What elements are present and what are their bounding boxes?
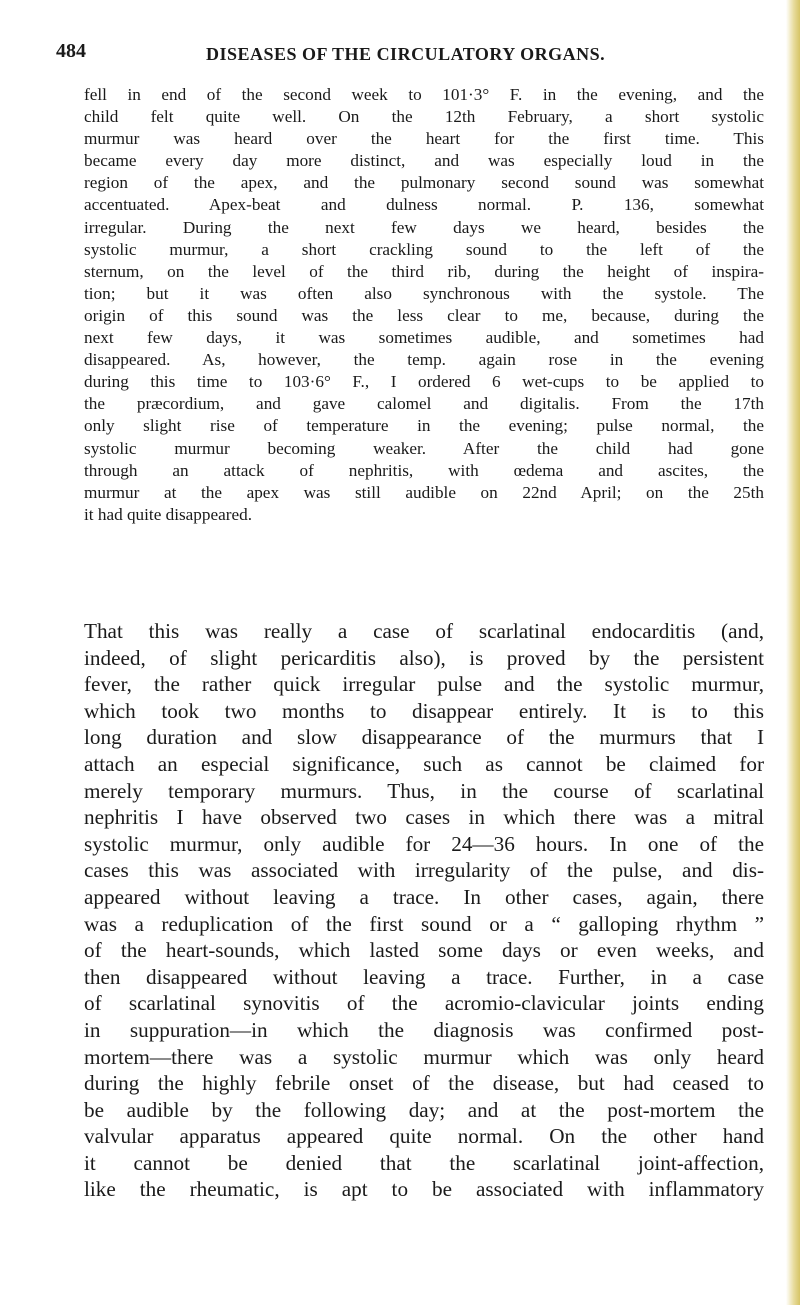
text-line: long duration and slow disappearance of the murmurs that I: [84, 725, 764, 750]
text-line: the præcordium, and gave calomel and digitalis. From the 17th: [84, 394, 764, 414]
text-line: region of the apex, and the pulmonary second sound was somewhat: [84, 173, 764, 193]
text-line: it cannot be denied that the scarlatinal joint-affection,: [84, 1150, 764, 1175]
text-line: systolic murmur, a short crackling sound to the left of the: [84, 239, 764, 259]
text-line: then disappeared without leaving a trace. Further, in a case: [84, 964, 764, 989]
running-title: DISEASES OF THE CIRCULATORY ORGANS.: [206, 44, 606, 64]
page-edge-shadow: [786, 0, 800, 1305]
text-line: appeared without leaving a trace. In other cases, again, there: [84, 884, 764, 909]
text-line: murmur at the apex was still audible on 22nd April; on the 25th: [84, 482, 764, 502]
text-line: cases this was associated with irregularity of the pulse, and dis-: [84, 858, 764, 883]
page-number: 484: [56, 40, 86, 62]
text-line: indeed, of slight pericarditis also), is proved by the persistent: [84, 645, 764, 670]
text-line: accentuated. Apex-beat and dulness normal. P. 136, somewhat: [84, 195, 764, 215]
text-line: irregular. During the next few days we heard, besides the: [84, 217, 764, 237]
text-line: was a reduplication of the first sound or a “ galloping rhythm ”: [84, 911, 764, 936]
text-line: during the highly febrile onset of the disease, but had ceased to: [84, 1071, 764, 1096]
text-line: fever, the rather quick irregular pulse and the systolic murmur,: [84, 672, 764, 697]
text-line: mortem—there was a systolic murmur which was only heard: [84, 1044, 764, 1069]
text-line: like the rheumatic, is apt to be associated with inflammatory: [84, 1177, 764, 1202]
text-line: next few days, it was sometimes audible, and sometimes had: [84, 328, 764, 348]
text-line: fell in end of the second week to 101·3° F. in the evening, and the: [84, 85, 764, 104]
text-line: only slight rise of temperature in the evening; pulse normal, the: [84, 416, 764, 436]
text-line: systolic murmur, only audible for 24—36 hours. In one of the: [84, 831, 764, 856]
discussion-paragraph: [84, 618, 764, 1203]
text-line: systolic murmur becoming weaker. After the child had gone: [84, 438, 764, 458]
text-line: child felt quite well. On the 12th February, a short systolic: [84, 107, 764, 127]
text-line: be audible by the following day; and at the post-mortem the: [84, 1097, 764, 1122]
text-line: tion; but it was often also synchronous with the systole. The: [84, 283, 764, 303]
case-report-paragraph: [84, 84, 764, 526]
text-line: merely temporary murmurs. Thus, in the course of scarlatinal: [84, 778, 764, 803]
text-line: through an attack of nephritis, with œdema and ascites, the: [84, 460, 764, 480]
text-line: which took two months to disappear entirely. It is to this: [84, 698, 764, 723]
text-line: origin of this sound was the less clear to me, because, during the: [84, 305, 764, 325]
text-line: disappeared. As, however, the temp. again rose in the evening: [84, 350, 764, 370]
text-line: murmur was heard over the heart for the first time. This: [84, 129, 764, 149]
text-line: it had quite disappeared.: [84, 504, 252, 524]
text-line: of the heart-sounds, which lasted some days or even weeks, and: [84, 938, 764, 963]
text-line: of scarlatinal synovitis of the acromio-clavicular joints ending: [84, 991, 764, 1016]
text-line: sternum, on the level of the third rib, during the height of inspira-: [84, 261, 764, 281]
text-line: in suppuration—in which the diagnosis was confirmed post-: [84, 1017, 764, 1042]
text-line: That this was really a case of scarlatinal endocarditis (and,: [84, 619, 764, 643]
text-line: during this time to 103·6° F., I ordered 6 wet-cups to be applied to: [84, 372, 764, 392]
text-line: attach an especial significance, such as cannot be claimed for: [84, 751, 764, 776]
text-line: nephritis I have observed two cases in which there was a mitral: [84, 805, 764, 830]
text-line: became every day more distinct, and was especially loud in the: [84, 151, 764, 171]
text-line: valvular apparatus appeared quite normal. On the other hand: [84, 1124, 764, 1149]
page-header: [56, 40, 756, 70]
